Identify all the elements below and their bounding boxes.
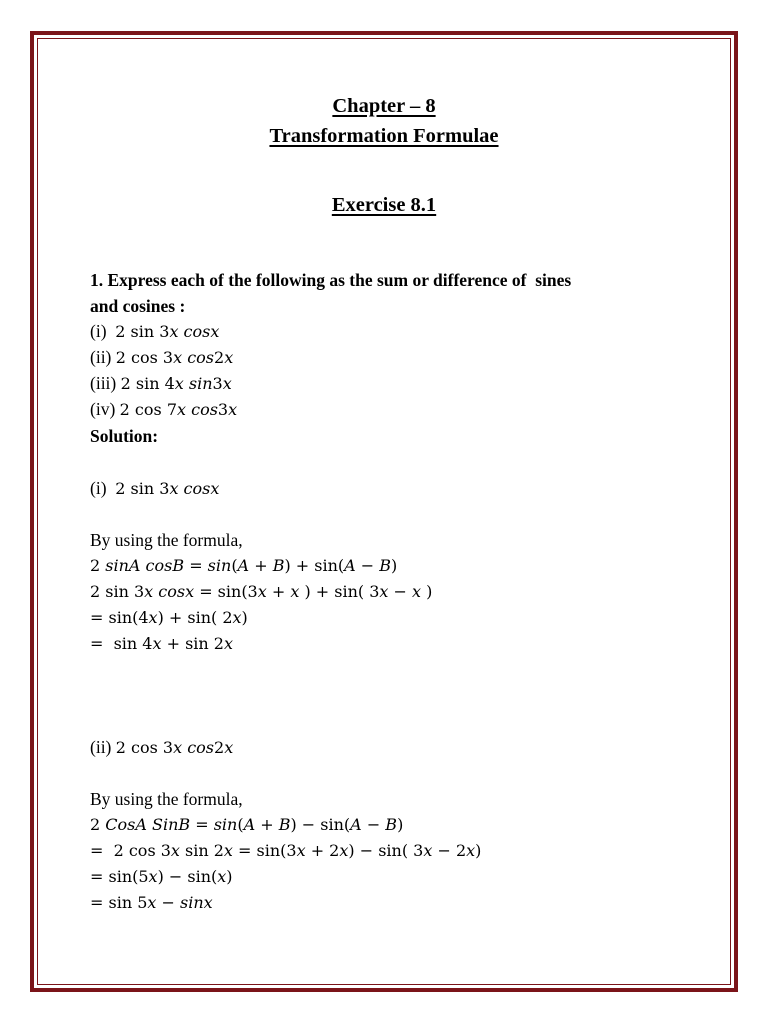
item-expression: 2 sin 3𝑥 𝑐𝑜𝑠𝑥 — [115, 322, 220, 341]
part-ii-heading — [90, 739, 233, 757]
part-label: (i) — [90, 478, 116, 498]
part-ii-step-2: = 2 cos 3𝑥 sin 2𝑥 = sin(3𝑥 + 2𝑥) − sin( 3𝑥 − 2𝑥) — [90, 841, 482, 860]
question-line-1: 1. Express each of the following as the sum or difference of sines — [90, 270, 572, 290]
item-label: (ii) — [90, 347, 116, 367]
part-i-step-2: 2 sin 3𝑥 𝑐𝑜𝑠𝑥 = sin(3𝑥 + 𝑥 ) + sin( 3𝑥 − 𝑥 ) — [90, 582, 433, 601]
part-i-heading — [90, 480, 219, 498]
chapter-heading: Chapter – 8 — [332, 95, 436, 117]
solution-label: Solution: — [90, 426, 159, 446]
question-line-2: and cosines : — [90, 296, 186, 316]
question-item-i — [90, 323, 219, 341]
part-ii-formula-intro: By using the formula, — [90, 789, 243, 809]
part-ii-step-1: 2 𝐶𝑜𝑠𝐴 𝑆𝑖𝑛𝐵 = 𝑠𝑖𝑛(𝐴 + 𝐵) − sin(𝐴 − 𝐵) — [90, 815, 404, 834]
item-expression: 2 cos 3𝑥 𝑐𝑜𝑠2𝑥 — [115, 348, 234, 367]
question-item-iv — [90, 401, 237, 419]
part-ii-step-4: = sin 5𝑥 − 𝑠𝑖𝑛𝑥 — [90, 893, 213, 912]
item-expression: 2 cos 7𝑥 𝑐𝑜𝑠3𝑥 — [119, 400, 238, 419]
part-expression: 2 cos 3𝑥 𝑐𝑜𝑠2𝑥 — [115, 738, 234, 757]
question-item-iii — [90, 375, 232, 393]
question-item-ii — [90, 349, 233, 367]
part-expression: 2 sin 3𝑥 𝑐𝑜𝑠𝑥 — [115, 479, 220, 498]
item-label: (iii) — [90, 373, 121, 393]
exercise-heading: Exercise 8.1 — [331, 194, 437, 216]
part-i-step-1: 2 𝑠𝑖𝑛𝐴 𝑐𝑜𝑠𝐵 = 𝑠𝑖𝑛(𝐴 + 𝐵) + sin(𝐴 − 𝐵) — [90, 556, 398, 575]
part-i-step-3: = sin(4𝑥) + sin( 2𝑥) — [90, 608, 248, 627]
part-ii-step-3: = sin(5𝑥) − sin(𝑥) — [90, 867, 233, 886]
part-i-formula-intro: By using the formula, — [90, 530, 243, 550]
part-i-step-4: = sin 4𝑥 + sin 2𝑥 — [90, 634, 233, 653]
chapter-title: Transformation Formulae — [269, 125, 499, 147]
item-label: (i) — [90, 321, 116, 341]
part-label: (ii) — [90, 737, 116, 757]
item-expression: 2 sin 4𝑥 𝑠𝑖𝑛3𝑥 — [120, 374, 232, 393]
item-label: (iv) — [90, 399, 120, 419]
